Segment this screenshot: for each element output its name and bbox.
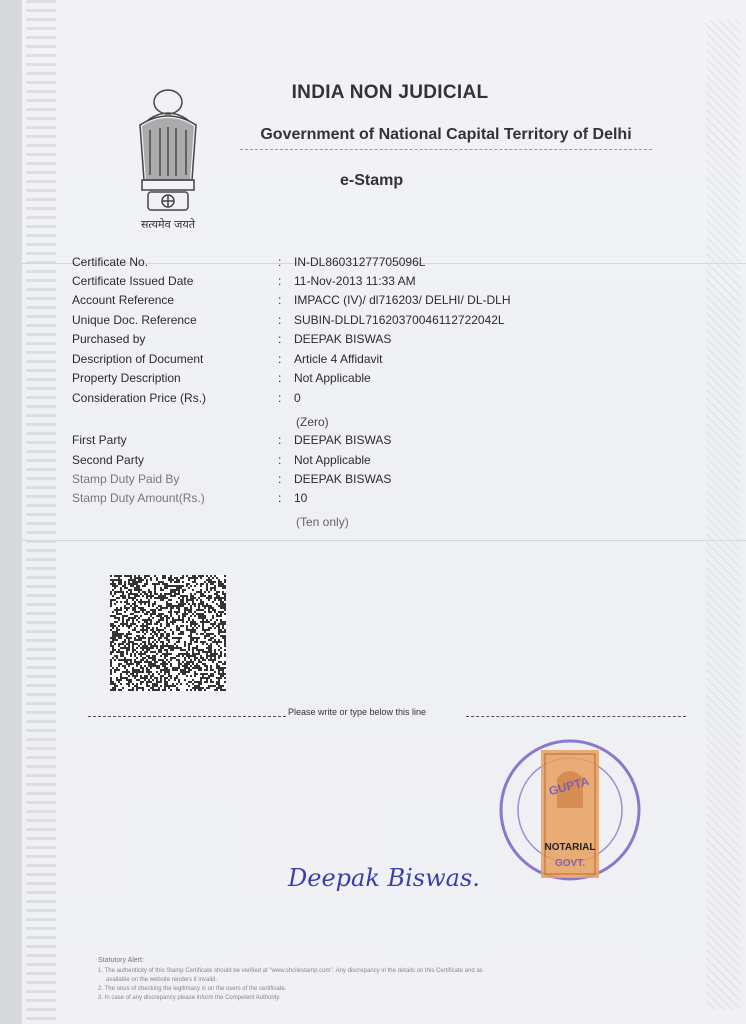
field-label: Unique Doc. Reference [72,313,197,327]
field-label: First Party [72,433,127,447]
field-colon: : [278,255,282,269]
field-colon: : [278,352,282,366]
field-colon: : [278,472,282,486]
field-label: Description of Document [72,352,204,366]
statutory-line: 3. In case of any discrepancy please inform the Competent Authority. [98,995,281,1001]
field-colon: : [278,433,282,447]
field-value: Not Applicable [294,453,371,467]
field-value: IMPACC (IV)/ dl716203/ DELHI/ DL-DLH [294,293,511,307]
field-label: Stamp Duty Amount(Rs.) [72,491,205,505]
stamp-bottom-text: GOVT. [554,858,586,869]
stamp-label: NOTARIAL [544,842,596,853]
left-security-border [26,0,56,1024]
page-title: INDIA NON JUDICIAL [291,82,489,103]
consideration-in-words: (Zero) [296,415,329,429]
statutory-alert-heading: Statutory Alert: [98,957,144,964]
field-colon: : [278,332,282,346]
field-colon: : [278,453,282,467]
field-label: Second Party [72,453,145,467]
qr-code-icon [110,575,226,691]
field-colon: : [278,491,282,505]
field-label: Account Reference [72,293,175,307]
field-label: Property Description [72,371,181,385]
field-value: DEEPAK BISWAS [294,433,392,447]
field-colon: : [278,274,282,288]
field-value: 10 [294,491,308,505]
amount-in-words: (Ten only) [296,515,349,529]
handwritten-signature [268,852,528,902]
stamp-name: GUPTA [547,774,591,799]
field-value: Article 4 Affidavit [294,352,383,366]
page-subtitle: Government of National Capital Territory of Delhi [260,126,632,143]
field-colon: : [278,313,282,327]
emblem-motto: सत्यमेव जयते [140,218,195,231]
right-security-border [706,20,740,1010]
field-colon: : [278,391,282,405]
field-label: Purchased by [72,332,146,346]
statutory-line: available on the website renders it invalid. [106,977,218,983]
statutory-line: 2. The onus of checking the legitimacy is on the users of the certificate. [98,986,287,992]
document-kind: e-Stamp [340,172,404,189]
field-value: 11-Nov-2013 11:33 AM [294,274,416,288]
ashoka-emblem-icon [118,80,218,235]
field-label: Certificate Issued Date [72,274,194,288]
dashed-divider-right [466,716,686,717]
field-value: Not Applicable [294,371,371,385]
field-value: 0 [294,391,301,405]
field-value: DEEPAK BISWAS [294,332,392,346]
subtitle-underline [240,149,652,150]
dashed-divider-left [88,716,286,717]
field-label: Consideration Price (Rs.) [72,391,207,405]
field-colon: : [278,293,282,307]
field-label: Stamp Duty Paid By [72,472,180,486]
field-value: IN-DL86031277705096L [294,255,426,269]
field-label: Certificate No. [72,255,149,269]
fold-line [22,540,746,541]
statutory-line: 1. The authenticity of this Stamp Certificate should be verified at "www.shcilestamp.com". Any discrepancy in the details on this Certificate and as [98,968,483,974]
signature-text: Deepak Biswas. [288,864,480,892]
field-value: DEEPAK BISWAS [294,472,392,486]
write-below-instruction: Please write or type below this line [288,707,427,717]
field-value: SUBIN-DLDL71620370046112722042L [294,313,505,327]
field-colon: : [278,371,282,385]
